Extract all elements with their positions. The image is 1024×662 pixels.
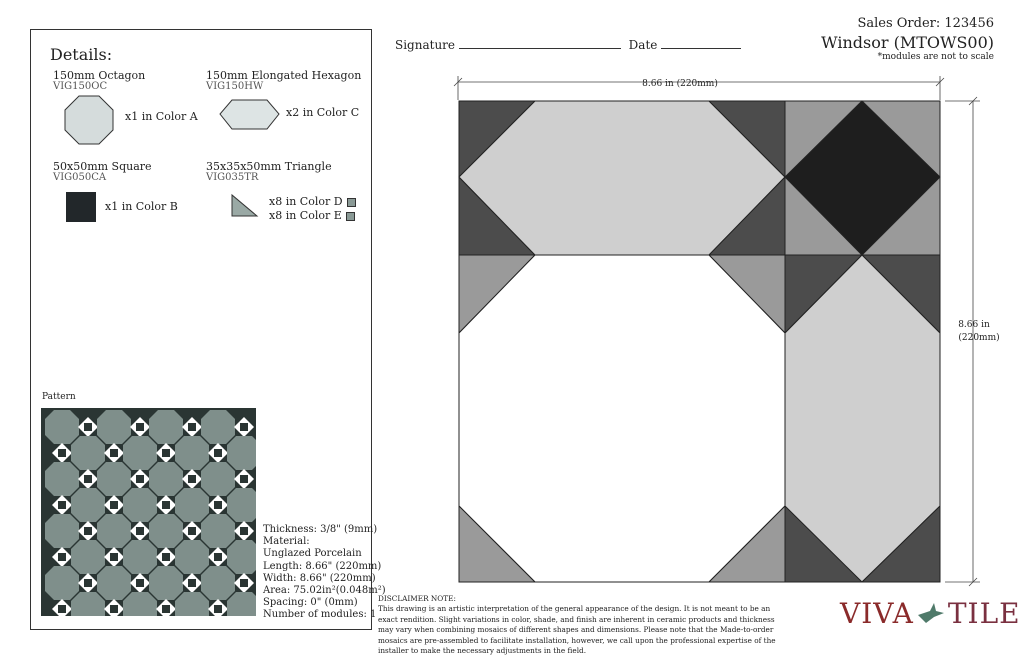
pattern-square (240, 475, 248, 483)
pattern-square (162, 553, 170, 561)
signature-label: Signature (395, 38, 456, 52)
pattern-square (58, 553, 66, 561)
pattern-square (110, 553, 118, 561)
signature-line[interactable] (459, 47, 621, 49)
pattern-octagon (123, 540, 157, 574)
tile-drawing (440, 72, 1010, 592)
tile-name-hexagon: 150mm Elongated Hexagon (206, 69, 362, 82)
pattern-square (162, 501, 170, 509)
pattern-square (136, 579, 144, 587)
tile-qty-triangle-d (269, 195, 356, 208)
module-drawing (459, 101, 940, 582)
pattern-octagon (227, 488, 256, 522)
date-line[interactable] (661, 47, 741, 49)
pattern-octagon (123, 436, 157, 470)
scale-note: *modules are not to scale (877, 52, 994, 62)
pattern-square (214, 553, 222, 561)
hexagon-tile-icon (219, 99, 281, 131)
pattern-square (110, 449, 118, 457)
sales-order: Sales Order: 123456 (857, 16, 994, 31)
square-tile-icon (66, 192, 96, 222)
tile-name-triangle: 35x35x50mm Triangle (206, 160, 332, 173)
octagon-tile (459, 255, 785, 582)
pattern-octagon (149, 410, 183, 444)
tile-qty-triangle-e-text: x8 in Color E (269, 209, 342, 222)
spec-modules: Number of modules: 1 (263, 609, 377, 621)
pattern-square (214, 605, 222, 613)
pattern-octagon (149, 462, 183, 496)
octagon-tile-icon (64, 95, 114, 145)
spec-area: Area: 75.02in²(0.048m²) (263, 585, 386, 597)
spec-spacing: Spacing: 0" (0mm) (263, 597, 358, 609)
pattern-octagon (175, 436, 209, 470)
pattern-square (110, 501, 118, 509)
spec-thickness: Thickness: 3/8" (9mm) (263, 524, 378, 535)
disclaimer-title: DISCLAIMER NOTE: (378, 594, 456, 603)
pattern-square (188, 475, 196, 483)
pattern-square (84, 579, 92, 587)
product-name: Windsor (MTOWS00) (821, 33, 994, 52)
pattern-square (58, 501, 66, 509)
tile-qty-triangle-e (269, 209, 355, 222)
date-label: Date (628, 38, 658, 52)
tile-code-triangle: VIG035TR (206, 172, 259, 183)
color-e-swatch (346, 212, 355, 221)
pattern-octagon (71, 540, 105, 574)
pattern-octagon (97, 462, 131, 496)
pattern-square (136, 527, 144, 535)
pattern-octagon (97, 410, 131, 444)
pattern-label: Pattern (42, 392, 76, 402)
pattern-octagon (201, 410, 235, 444)
pattern-square (240, 527, 248, 535)
pattern-octagon (227, 540, 256, 574)
tile-name-square: 50x50mm Square (53, 160, 152, 173)
tile-code-octagon: VIG150OC (53, 81, 108, 92)
pattern-square (214, 449, 222, 457)
pattern-square (110, 605, 118, 613)
pattern-square (136, 423, 144, 431)
pattern-octagon (175, 488, 209, 522)
tile-name-octagon: 150mm Octagon (53, 69, 146, 82)
pattern-square (188, 579, 196, 587)
pattern-octagon (227, 436, 256, 470)
pattern-square (58, 605, 66, 613)
pattern-octagon (45, 462, 79, 496)
pattern-octagon (201, 514, 235, 548)
pattern-square (84, 423, 92, 431)
pattern-square (58, 449, 66, 457)
pattern-square (136, 475, 144, 483)
pattern-octagon (97, 566, 131, 600)
pattern-square (188, 423, 196, 431)
pattern-square (240, 579, 248, 587)
dimension-right-label-1: 8.66 in (958, 320, 990, 330)
disclaimer-text: This drawing is an artistic interpretation of the general appearance of the design. It is not meant to be an exact rendition. Slight variations in color, shade, and finish are inherent in ceramic products and thickness may vary when combining mosaics of different shapes and dimensions. Please note that the Made-to-order mosaics are pre-assembled to facilitate installation, however, we call upon the professional expertise of the installer to make the necessary adjustments in the field. (378, 604, 776, 656)
tile-qty-hexagon: x2 in Color C (286, 106, 360, 119)
spec-width: Width: 8.66" (220mm) (263, 572, 376, 584)
spec-list (263, 524, 386, 622)
signature-row (395, 38, 741, 52)
pattern-octagon (201, 566, 235, 600)
spec-material-label: Material: (263, 536, 310, 548)
pattern-octagon (149, 566, 183, 600)
pattern-octagon (201, 462, 235, 496)
tile-code-square: VIG050CA (53, 172, 107, 183)
pattern-octagon (123, 488, 157, 522)
brand-logo-part2: TILE (947, 597, 1021, 630)
dimension-right-label-2: (220mm) (958, 333, 1000, 343)
pattern-octagon (45, 410, 79, 444)
pattern-octagon (71, 436, 105, 470)
pattern-square (214, 501, 222, 509)
pattern-octagon (45, 514, 79, 548)
pattern-octagon (149, 514, 183, 548)
spec-material: Unglazed Porcelain (263, 548, 362, 560)
pattern-octagon (97, 514, 131, 548)
pattern-octagon (71, 488, 105, 522)
pattern-square (84, 527, 92, 535)
pattern-octagon (45, 566, 79, 600)
pattern-square (84, 475, 92, 483)
dimension-top-label: 8.66 in (220mm) (642, 79, 718, 89)
pattern-square (162, 605, 170, 613)
tile-qty-octagon: x1 in Color A (125, 110, 198, 123)
tile-qty-square: x1 in Color B (105, 200, 178, 213)
brand-logo (840, 597, 1021, 630)
color-d-swatch (347, 198, 356, 207)
details-title: Details: (50, 45, 113, 64)
disclaimer (378, 594, 788, 656)
spec-length: Length: 8.66" (220mm) (263, 560, 382, 572)
triangle-tile-icon (230, 193, 260, 218)
pattern-octagon (175, 540, 209, 574)
hummingbird-icon (916, 601, 946, 625)
pattern-square (162, 449, 170, 457)
pattern-square (188, 527, 196, 535)
brand-logo-part1: VIVA (840, 597, 914, 630)
tile-code-hexagon: VIG150HW (206, 81, 264, 92)
tile-qty-triangle-d-text: x8 in Color D (269, 195, 343, 208)
pattern-square (240, 423, 248, 431)
pattern-preview (41, 408, 256, 616)
